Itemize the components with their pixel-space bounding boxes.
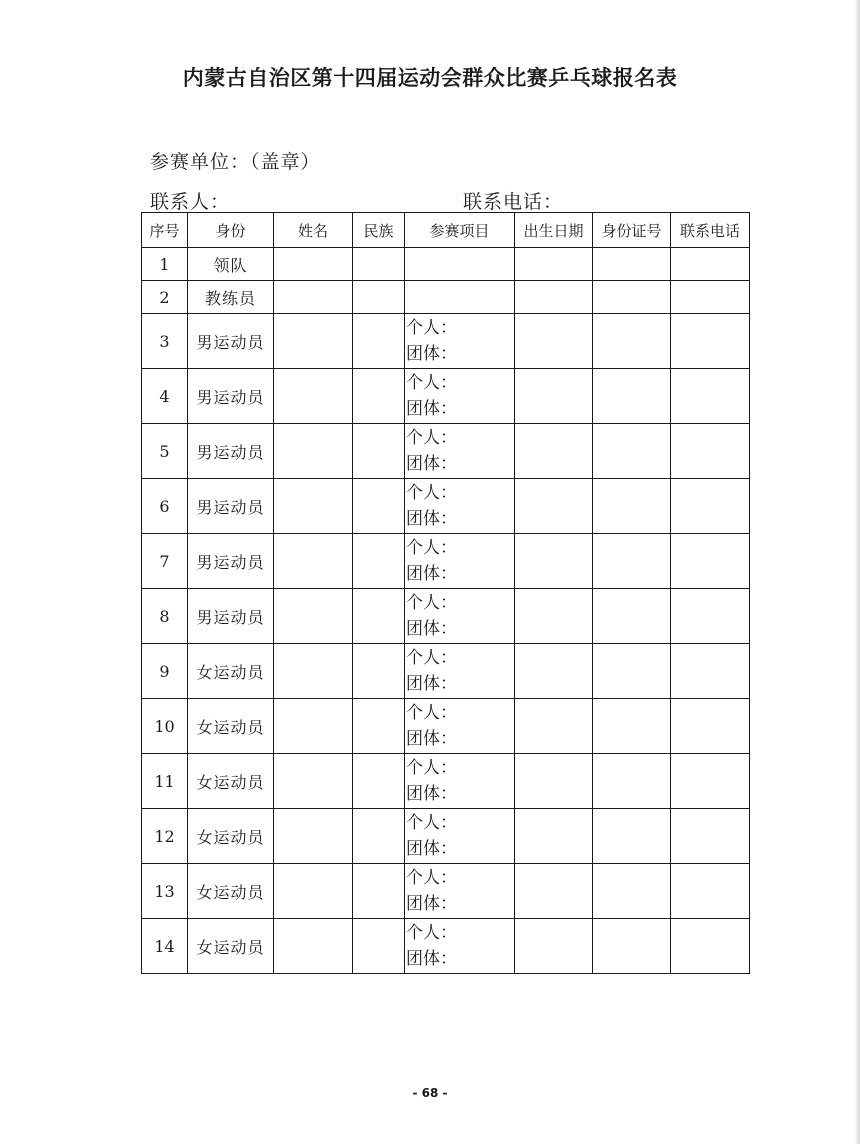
event-individual-label: 个人： <box>406 593 457 613</box>
event-team-label: 团体： <box>406 839 457 859</box>
event-team-label: 团体： <box>406 454 457 474</box>
row-number: 2 <box>142 281 188 314</box>
ethnicity-field[interactable] <box>353 424 405 479</box>
birthdate-field[interactable] <box>515 248 593 281</box>
event-individual-label: 个人： <box>406 648 457 668</box>
header-id-number: 身份证号 <box>593 213 671 248</box>
event-team-label: 团体： <box>406 509 457 529</box>
row-number: 5 <box>142 424 188 479</box>
event-individual-label: 个人： <box>406 758 457 778</box>
row-number: 4 <box>142 369 188 424</box>
name-field[interactable] <box>274 534 353 589</box>
event-team-label: 团体： <box>406 949 457 969</box>
table-row <box>142 644 750 699</box>
row-number: 6 <box>142 479 188 534</box>
row-role: 男运动员 <box>188 369 274 424</box>
phone-field[interactable] <box>671 809 750 864</box>
name-field[interactable] <box>274 369 353 424</box>
event-field[interactable] <box>405 589 515 644</box>
table-row <box>142 479 750 534</box>
row-role: 女运动员 <box>188 644 274 699</box>
event-field[interactable] <box>405 281 515 314</box>
row-role: 男运动员 <box>188 479 274 534</box>
id-number-field[interactable] <box>593 248 671 281</box>
event-individual-label: 个人： <box>406 813 457 833</box>
row-number: 12 <box>142 809 188 864</box>
table-row <box>142 919 750 974</box>
row-role: 女运动员 <box>188 919 274 974</box>
name-field[interactable] <box>274 314 353 369</box>
name-field[interactable] <box>274 424 353 479</box>
header-no: 序号 <box>142 213 188 248</box>
ethnicity-field[interactable] <box>353 479 405 534</box>
row-role: 教练员 <box>188 281 274 314</box>
event-team-label: 团体： <box>406 564 457 584</box>
event-field[interactable] <box>405 369 515 424</box>
phone-field[interactable] <box>671 281 750 314</box>
table-row <box>142 314 750 369</box>
event-individual-label: 个人： <box>406 923 457 943</box>
table-row <box>142 248 750 281</box>
row-role: 领队 <box>188 248 274 281</box>
row-role: 男运动员 <box>188 424 274 479</box>
event-team-label: 团体： <box>406 344 457 364</box>
table-row <box>142 699 750 754</box>
phone-field[interactable] <box>671 699 750 754</box>
ethnicity-field[interactable] <box>353 314 405 369</box>
event-team-label: 团体： <box>406 399 457 419</box>
ethnicity-field[interactable] <box>353 534 405 589</box>
row-number: 10 <box>142 699 188 754</box>
row-number: 11 <box>142 754 188 809</box>
name-field[interactable] <box>274 479 353 534</box>
event-field[interactable] <box>405 864 515 919</box>
phone-field[interactable] <box>671 369 750 424</box>
name-field[interactable] <box>274 809 353 864</box>
table-row <box>142 369 750 424</box>
phone-field[interactable] <box>671 589 750 644</box>
birthdate-field[interactable] <box>515 534 593 589</box>
event-team-label: 团体： <box>406 729 457 749</box>
id-number-field[interactable] <box>593 589 671 644</box>
event-field[interactable] <box>405 699 515 754</box>
birthdate-field[interactable] <box>515 699 593 754</box>
ethnicity-field[interactable] <box>353 644 405 699</box>
name-field[interactable] <box>274 864 353 919</box>
event-individual-label: 个人： <box>406 538 457 558</box>
id-number-field[interactable] <box>593 424 671 479</box>
table-row <box>142 754 750 809</box>
header-phone: 联系电话 <box>671 213 750 248</box>
row-role: 男运动员 <box>188 314 274 369</box>
table-row <box>142 864 750 919</box>
ethnicity-field[interactable] <box>353 864 405 919</box>
birthdate-field[interactable] <box>515 644 593 699</box>
event-field[interactable] <box>405 534 515 589</box>
event-individual-label: 个人： <box>406 483 457 503</box>
birthdate-field[interactable] <box>515 809 593 864</box>
row-number: 14 <box>142 919 188 974</box>
event-field[interactable] <box>405 754 515 809</box>
id-number-field[interactable] <box>593 809 671 864</box>
phone-field[interactable] <box>671 864 750 919</box>
page-edge-shadow <box>854 0 860 1144</box>
name-field[interactable] <box>274 281 353 314</box>
header-birthdate: 出生日期 <box>515 213 593 248</box>
phone-field[interactable] <box>671 644 750 699</box>
event-field[interactable] <box>405 479 515 534</box>
table-header-row <box>142 213 750 248</box>
ethnicity-field[interactable] <box>353 699 405 754</box>
birthdate-field[interactable] <box>515 479 593 534</box>
name-field[interactable] <box>274 248 353 281</box>
id-number-field[interactable] <box>593 754 671 809</box>
phone-field[interactable] <box>671 479 750 534</box>
row-role: 男运动员 <box>188 589 274 644</box>
ethnicity-field[interactable] <box>353 248 405 281</box>
table-row <box>142 281 750 314</box>
row-role: 女运动员 <box>188 699 274 754</box>
header-role: 身份 <box>188 213 274 248</box>
name-field[interactable] <box>274 644 353 699</box>
row-role: 女运动员 <box>188 809 274 864</box>
event-field[interactable] <box>405 424 515 479</box>
row-number: 9 <box>142 644 188 699</box>
ethnicity-field[interactable] <box>353 589 405 644</box>
registration-table <box>141 212 750 974</box>
id-number-field[interactable] <box>593 919 671 974</box>
id-number-field[interactable] <box>593 369 671 424</box>
birthdate-field[interactable] <box>515 369 593 424</box>
id-number-field[interactable] <box>593 699 671 754</box>
header-ethnicity: 民族 <box>353 213 405 248</box>
birthdate-field[interactable] <box>515 919 593 974</box>
phone-field[interactable] <box>671 919 750 974</box>
table-row <box>142 589 750 644</box>
event-field[interactable] <box>405 919 515 974</box>
ethnicity-field[interactable] <box>353 281 405 314</box>
event-individual-label: 个人： <box>406 428 457 448</box>
name-field[interactable] <box>274 754 353 809</box>
unit-label: 参赛单位：（盖章） <box>150 151 321 173</box>
phone-label: 联系电话： <box>463 191 564 213</box>
header-name: 姓名 <box>274 213 353 248</box>
id-number-field[interactable] <box>593 314 671 369</box>
event-field[interactable] <box>405 248 515 281</box>
phone-field[interactable] <box>671 248 750 281</box>
ethnicity-field[interactable] <box>353 919 405 974</box>
contact-label: 联系人： <box>150 191 231 213</box>
page-number: - 68 - <box>412 1086 448 1100</box>
row-number: 8 <box>142 589 188 644</box>
event-team-label: 团体： <box>406 784 457 804</box>
birthdate-field[interactable] <box>515 864 593 919</box>
row-number: 7 <box>142 534 188 589</box>
table-row <box>142 424 750 479</box>
row-number: 13 <box>142 864 188 919</box>
phone-field[interactable] <box>671 754 750 809</box>
table-row <box>142 534 750 589</box>
phone-field[interactable] <box>671 424 750 479</box>
ethnicity-field[interactable] <box>353 369 405 424</box>
event-individual-label: 个人： <box>406 318 457 338</box>
name-field[interactable] <box>274 589 353 644</box>
birthdate-field[interactable] <box>515 589 593 644</box>
event-field[interactable] <box>405 809 515 864</box>
id-number-field[interactable] <box>593 644 671 699</box>
table-row <box>142 809 750 864</box>
id-number-field[interactable] <box>593 479 671 534</box>
row-number: 3 <box>142 314 188 369</box>
event-team-label: 团体： <box>406 894 457 914</box>
event-individual-label: 个人： <box>406 703 457 723</box>
event-individual-label: 个人： <box>406 373 457 393</box>
id-number-field[interactable] <box>593 281 671 314</box>
event-team-label: 团体： <box>406 619 457 639</box>
birthdate-field[interactable] <box>515 314 593 369</box>
row-role: 女运动员 <box>188 864 274 919</box>
event-team-label: 团体： <box>406 674 457 694</box>
ethnicity-field[interactable] <box>353 809 405 864</box>
event-individual-label: 个人： <box>406 868 457 888</box>
form-title: 内蒙古自治区第十四届运动会群众比赛乒乓球报名表 <box>182 65 678 90</box>
ethnicity-field[interactable] <box>353 754 405 809</box>
phone-field[interactable] <box>671 314 750 369</box>
name-field[interactable] <box>274 699 353 754</box>
row-role: 女运动员 <box>188 754 274 809</box>
event-field[interactable] <box>405 644 515 699</box>
id-number-field[interactable] <box>593 534 671 589</box>
birthdate-field[interactable] <box>515 281 593 314</box>
row-role: 男运动员 <box>188 534 274 589</box>
header-event: 参赛项目 <box>405 213 515 248</box>
birthdate-field[interactable] <box>515 424 593 479</box>
phone-field[interactable] <box>671 534 750 589</box>
id-number-field[interactable] <box>593 864 671 919</box>
row-number: 1 <box>142 248 188 281</box>
name-field[interactable] <box>274 919 353 974</box>
birthdate-field[interactable] <box>515 754 593 809</box>
event-field[interactable] <box>405 314 515 369</box>
